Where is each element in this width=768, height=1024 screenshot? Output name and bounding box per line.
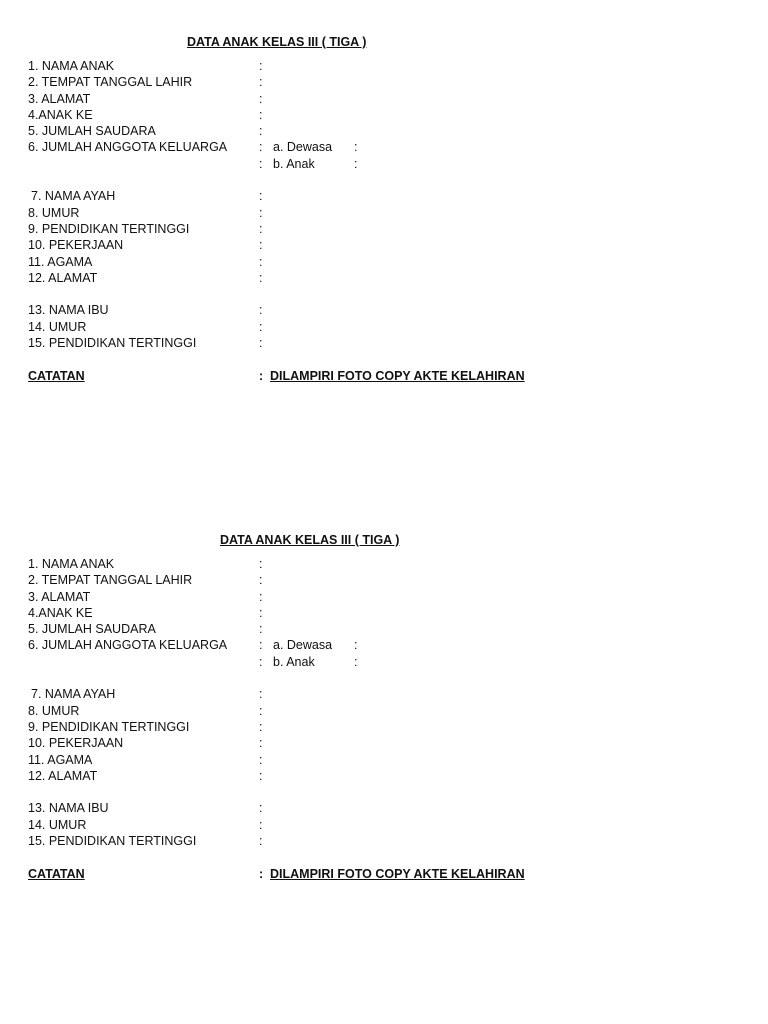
field-label: 5. JUMLAH SAUDARA	[28, 622, 156, 637]
subfield-colon: :	[354, 140, 358, 155]
field-row-pekerjaan	[28, 735, 748, 751]
field-label: 8. UMUR	[28, 205, 80, 220]
field-label: 12. ALAMAT	[28, 768, 98, 783]
field-label: 5. JUMLAH SAUDARA	[28, 124, 156, 139]
form-title: DATA ANAK KELAS III ( TIGA )	[220, 533, 400, 547]
field-row-pendidikan-ibu	[28, 833, 748, 849]
field-colon: :	[259, 605, 263, 620]
field-colon: :	[259, 205, 263, 220]
field-label: 15. PENDIDIKAN TERTINGGI	[28, 336, 197, 351]
field-label: 10. PEKERJAAN	[28, 238, 124, 253]
field-row-alamat	[28, 589, 748, 605]
field-colon: :	[259, 589, 263, 604]
section-spacer	[28, 849, 748, 865]
subfield-label-anak: b. Anak	[273, 654, 315, 669]
field-row-umur-ibu	[28, 817, 748, 833]
field-label: 1. NAMA ANAK	[28, 59, 115, 73]
field-label: 15. PENDIDIKAN TERTINGGI	[28, 834, 197, 849]
field-colon: :	[259, 801, 263, 816]
field-label: 9. PENDIDIKAN TERTINGGI	[28, 221, 190, 236]
section-spacer	[28, 351, 748, 367]
note-value: DILAMPIRI FOTO COPY AKTE KELAHIRAN	[270, 368, 525, 383]
field-colon: :	[259, 124, 263, 139]
field-row-tempat-tanggal-lahir	[28, 74, 748, 90]
field-colon: :	[259, 254, 263, 269]
field-colon: :	[259, 687, 263, 702]
field-colon: :	[259, 703, 263, 718]
field-colon: :	[259, 638, 263, 653]
field-row-jumlah-saudara	[28, 123, 748, 139]
field-row-nama-ibu	[28, 800, 748, 816]
field-colon: :	[259, 557, 263, 571]
field-colon: :	[259, 736, 263, 751]
form-title: DATA ANAK KELAS III ( TIGA )	[187, 35, 367, 49]
field-label: 14. UMUR	[28, 319, 87, 334]
field-row-tempat-tanggal-lahir	[28, 572, 748, 588]
field-colon: :	[259, 834, 263, 849]
field-label: 13. NAMA IBU	[28, 303, 109, 318]
field-row-nama-anak	[28, 58, 748, 74]
field-row-agama	[28, 254, 748, 270]
note-label: CATATAN	[28, 866, 85, 881]
field-label: 13. NAMA IBU	[28, 801, 109, 816]
section-spacer	[28, 286, 748, 302]
field-label: 10. PEKERJAAN	[28, 736, 124, 751]
note-row	[28, 866, 748, 884]
field-colon: :	[259, 573, 263, 588]
field-colon: :	[259, 622, 263, 637]
field-row-nama-ayah	[28, 686, 748, 702]
field-row-agama	[28, 752, 748, 768]
field-row-jumlah-anggota-keluarga	[28, 637, 748, 653]
section-spacer	[28, 670, 748, 686]
field-row-anak-ke	[28, 605, 748, 621]
field-colon: :	[259, 140, 263, 155]
field-row-alamat-ayah	[28, 270, 748, 286]
field-row-anak-ke	[28, 107, 748, 123]
field-colon: :	[259, 654, 263, 669]
field-label: 11. AGAMA	[28, 752, 93, 767]
field-label: 8. UMUR	[28, 703, 80, 718]
field-row-jumlah-saudara	[28, 621, 748, 637]
field-label: 7. NAMA AYAH	[31, 687, 116, 702]
field-label: 6. JUMLAH ANGGOTA KELUARGA	[28, 140, 228, 155]
note-value: DILAMPIRI FOTO COPY AKTE KELAHIRAN	[270, 866, 525, 881]
field-label: 3. ALAMAT	[28, 91, 91, 106]
field-row-jumlah-anggota-keluarga	[28, 139, 748, 155]
subfield-colon: :	[354, 156, 358, 171]
subfield-colon: :	[354, 654, 358, 669]
field-row-alamat-ayah	[28, 768, 748, 784]
student-data-form	[28, 34, 748, 386]
note-label: CATATAN	[28, 368, 85, 383]
note-row	[28, 368, 748, 386]
field-row-pendidikan-ayah	[28, 719, 748, 735]
field-label: 9. PENDIDIKAN TERTINGGI	[28, 719, 190, 734]
field-colon: :	[259, 752, 263, 767]
field-row-anak	[28, 654, 748, 670]
field-row-pendidikan-ibu	[28, 335, 748, 351]
field-row-anak	[28, 156, 748, 172]
field-row-nama-ibu	[28, 302, 748, 318]
field-row-pendidikan-ayah	[28, 221, 748, 237]
field-row-pekerjaan	[28, 237, 748, 253]
field-row-umur-ayah	[28, 703, 748, 719]
field-label: 3. ALAMAT	[28, 589, 91, 604]
field-colon: :	[259, 336, 263, 351]
field-label: 11. AGAMA	[28, 254, 93, 269]
field-colon: :	[259, 107, 263, 122]
field-colon: :	[259, 303, 263, 318]
field-row-nama-anak	[28, 556, 748, 572]
subfield-label-dewasa: a. Dewasa	[273, 638, 333, 653]
subfield-label-anak: b. Anak	[273, 156, 315, 171]
student-data-form	[28, 532, 748, 884]
field-label: 12. ALAMAT	[28, 270, 98, 285]
field-colon: :	[259, 319, 263, 334]
subfield-colon: :	[354, 638, 358, 653]
field-row-umur-ibu	[28, 319, 748, 335]
subfield-label-dewasa: a. Dewasa	[273, 140, 333, 155]
field-label: 1. NAMA ANAK	[28, 557, 115, 571]
field-colon: :	[259, 221, 263, 236]
section-spacer	[28, 784, 748, 800]
field-colon: :	[259, 238, 263, 253]
field-label: 4.ANAK KE	[28, 107, 93, 122]
section-spacer	[28, 172, 748, 188]
field-label: 2. TEMPAT TANGGAL LAHIR	[28, 75, 193, 90]
field-colon: :	[259, 189, 263, 204]
field-label: 7. NAMA AYAH	[31, 189, 116, 204]
field-colon: :	[259, 59, 263, 73]
field-colon: :	[259, 768, 263, 783]
field-colon: :	[259, 75, 263, 90]
field-label: 2. TEMPAT TANGGAL LAHIR	[28, 573, 193, 588]
field-colon: :	[259, 719, 263, 734]
field-label: 14. UMUR	[28, 817, 87, 832]
field-row-umur-ayah	[28, 205, 748, 221]
field-colon: :	[259, 156, 263, 171]
field-label: 6. JUMLAH ANGGOTA KELUARGA	[28, 638, 228, 653]
field-row-alamat	[28, 91, 748, 107]
field-colon: :	[259, 817, 263, 832]
field-colon: :	[259, 91, 263, 106]
field-row-nama-ayah	[28, 188, 748, 204]
field-colon: :	[259, 270, 263, 285]
note-colon: :	[259, 866, 264, 881]
note-colon: :	[259, 368, 264, 383]
field-label: 4.ANAK KE	[28, 605, 93, 620]
